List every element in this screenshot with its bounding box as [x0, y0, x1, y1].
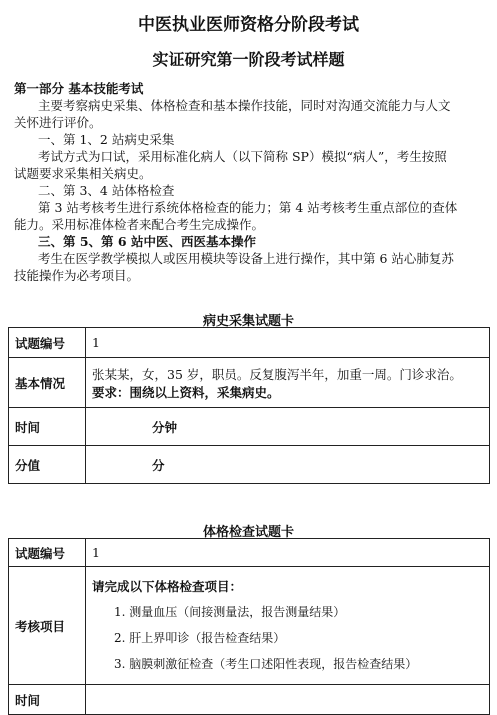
history-taking-card [8, 327, 490, 484]
card1-value-time: 分钟 [152, 419, 178, 435]
card1-basic-requirement: 要求：围绕以上资料，采集病史。 [92, 384, 280, 400]
part1-intro-line2: 关怀进行评价。 [14, 115, 102, 130]
table-row [9, 358, 490, 408]
card1-basic-line1: 张某某，女，35 岁，职员。反复腹泻半年，加重一周。门诊求治。 [92, 366, 462, 382]
part1-heading: 第一部分 基本技能考试 [14, 81, 144, 96]
document-title: 中医执业医师资格分阶段考试 [138, 15, 359, 35]
card2-label-id: 试题编号 [9, 539, 86, 567]
table-row [9, 408, 490, 446]
card1-label-score: 分值 [9, 446, 86, 484]
card2-value-id: 1 [86, 539, 490, 567]
card2-items-intro: 请完成以下体格检查项目： [92, 578, 243, 594]
document-subtitle: 实证研究第一阶段考试样题 [152, 50, 345, 69]
table-row [9, 446, 490, 484]
card1-value-basic [86, 358, 490, 408]
card2-label-items: 考核项目 [9, 567, 86, 685]
card1-label-id: 试题编号 [9, 328, 86, 358]
section3-heading: 三、第 5、第 6 站中医、西医基本操作 [38, 234, 256, 249]
table-row [9, 567, 490, 685]
section2-line1: 第 3 站考核考生进行系统体格检查的能力；第 4 站考核考生重点部位的查体 [38, 200, 458, 215]
list-item: 2. 肝上界叩诊（报告检查结果） [114, 630, 286, 645]
table-row [9, 328, 490, 358]
section2-heading: 二、第 3、4 站体格检查 [38, 183, 175, 198]
card2-value-items [86, 567, 490, 685]
section1-line2: 试题要求采集相关病史。 [14, 166, 152, 181]
card1-label-time: 时间 [9, 408, 86, 446]
card2-title: 体格检查试题卡 [202, 525, 294, 540]
section1-heading: 一、第 1、2 站病史采集 [38, 132, 175, 147]
card1-value-id: 1 [86, 328, 490, 358]
section3-line2: 技能操作为必考项目。 [14, 268, 140, 283]
section3-line1: 考生在医学教学模拟人或医用模块等设备上进行操作，其中第 6 站心肺复苏 [38, 251, 454, 266]
card1-value-score: 分 [152, 457, 165, 473]
physical-exam-card [8, 538, 490, 715]
section1-line1: 考试方式为口试，采用标准化病人（以下简称 SP）模拟“病人”，考生按照 [38, 149, 447, 164]
list-item: 3. 脑膜刺激征检查（考生口述阳性表现，报告检查结果） [114, 656, 418, 671]
list-item: 1. 测量血压（间接测量法，报告测量结果） [114, 604, 346, 619]
section2-line2: 能力。采用标准体检者来配合考生完成操作。 [14, 217, 265, 232]
card2-label-time: 时间 [9, 685, 86, 715]
card1-title: 病史采集试题卡 [202, 314, 294, 329]
part1-intro-line1: 主要考察病史采集、体格检查和基本操作技能，同时对沟通交流能力与人文 [38, 98, 451, 113]
card2-value-time [86, 685, 490, 715]
table-row [9, 539, 490, 567]
card1-label-basic: 基本情况 [9, 358, 86, 408]
table-row [9, 685, 490, 715]
